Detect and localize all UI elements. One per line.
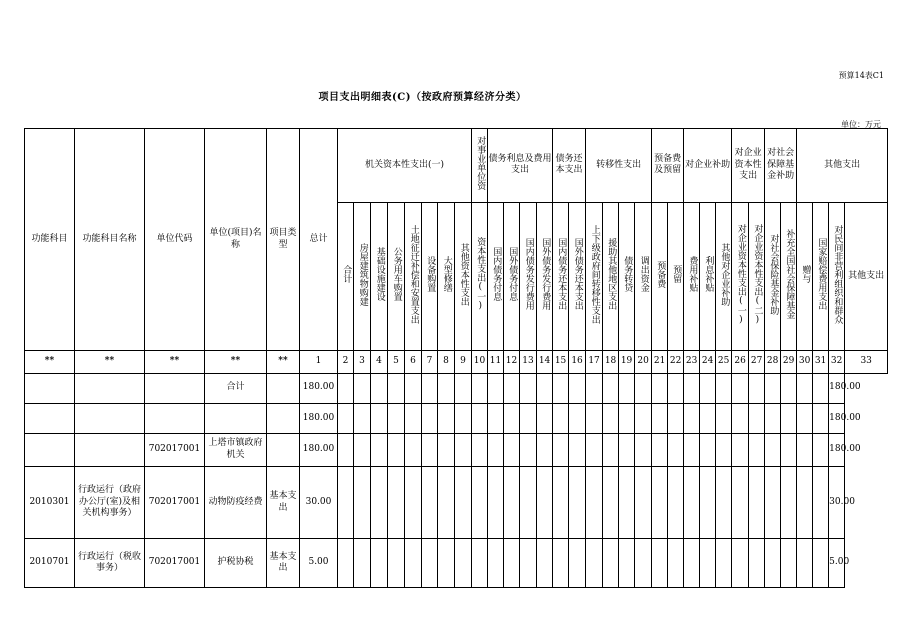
- header-group-shiye: 对事业单位资: [472, 129, 488, 203]
- cell-unit-code: 702017001: [145, 434, 205, 466]
- cell-func-name: [75, 403, 145, 433]
- cell-project-type: [267, 403, 300, 433]
- index-number: 4: [371, 351, 388, 373]
- header-func-code: 功能科目: [25, 129, 75, 351]
- header-col-23: 费用补贴: [684, 202, 700, 351]
- header-col-33: 其他支出: [845, 202, 888, 351]
- index-number: 5: [388, 351, 405, 373]
- header-col-8: 大型修缮: [438, 202, 455, 351]
- header-col-11: 国内债务付息: [488, 202, 504, 351]
- cell-func-code: 2010301: [25, 466, 75, 539]
- cell-project-type: 基本支出: [267, 539, 300, 588]
- index-number: 12: [504, 351, 520, 373]
- index-marker: **: [25, 351, 75, 373]
- cell-unit-name: 合计: [205, 373, 267, 403]
- header-col-10: 资本性支出(一): [472, 202, 488, 351]
- table-row: [25, 539, 888, 588]
- cell-other: 180.00: [829, 403, 845, 433]
- index-number: 7: [422, 351, 438, 373]
- cell-total: 180.00: [300, 373, 338, 403]
- cell-unit-code: 702017001: [145, 466, 205, 539]
- header-group-transfer: 转移性支出: [586, 129, 652, 203]
- index-number: 11: [488, 351, 504, 373]
- index-row: [25, 351, 888, 373]
- header-col-21: 预备费: [652, 202, 668, 351]
- cell-project-type: [267, 434, 300, 466]
- cell-unit-name: [205, 403, 267, 433]
- index-number: 29: [781, 351, 797, 373]
- cell-func-code: 2010701: [25, 539, 75, 588]
- header-col-27: 对企业资本性支出(二): [749, 202, 765, 351]
- index-number: 2: [338, 351, 354, 373]
- header-col-13: 国内债务发行费用: [520, 202, 537, 351]
- header-col-14: 国外债务发行费用: [537, 202, 553, 351]
- header-group-debt-interest: 债务利息及费用支出: [488, 129, 553, 203]
- header-group-other: 其他支出: [797, 129, 888, 203]
- cell-total: 30.00: [300, 466, 338, 539]
- header-group-enterprise-capital: 对企业资本性支出: [732, 129, 765, 203]
- cell-func-code: [25, 403, 75, 433]
- index-number: 10: [472, 351, 488, 373]
- cell-func-name: 行政运行（政府办公厅(室)及相关机构事务）: [75, 466, 145, 539]
- header-col-24: 利息补贴: [700, 202, 716, 351]
- header-col-20: 调出资金: [635, 202, 652, 351]
- header-func-name: 功能科目名称: [75, 129, 145, 351]
- cell-unit-code: 702017001: [145, 539, 205, 588]
- index-number: 25: [716, 351, 732, 373]
- cell-unit-code: [145, 373, 205, 403]
- header-col-16: 国外债务还本支出: [569, 202, 586, 351]
- header-col-30: 赠与: [797, 202, 813, 351]
- cell-other: 5.00: [829, 539, 845, 588]
- index-number: 14: [537, 351, 553, 373]
- cell-func-code: [25, 434, 75, 466]
- cell-func-name: [75, 434, 145, 466]
- index-number: 18: [603, 351, 619, 373]
- page-title: 项目支出明细表(C)（按政府预算经济分类）: [318, 92, 527, 103]
- index-number: 3: [354, 351, 371, 373]
- cell-project-type: 基本支出: [267, 466, 300, 539]
- header-col-15: 国内债务还本支出: [553, 202, 569, 351]
- header-col-26: 对企业资本性支出(一): [732, 202, 749, 351]
- table-row: [25, 466, 888, 539]
- cell-unit-name: 动物防疫经费: [205, 466, 267, 539]
- index-number: 22: [668, 351, 684, 373]
- index-number: 1: [300, 351, 338, 373]
- header-col-29: 补充全国社会保障基金: [781, 202, 797, 351]
- sheet-number: 预算14表C1: [838, 71, 884, 80]
- header-unit-name: 单位(项目)名称: [205, 129, 267, 351]
- header-row-groups: [25, 129, 888, 203]
- index-number: 6: [405, 351, 422, 373]
- index-number: 13: [520, 351, 537, 373]
- header-group-jiguan: 机关资本性支出(一): [338, 129, 472, 203]
- header-group-reserve: 预备费及预留: [652, 129, 684, 203]
- header-col-12: 国外债务付息: [504, 202, 520, 351]
- cell-total: 5.00: [300, 539, 338, 588]
- header-col-9: 其他资本性支出: [455, 202, 472, 351]
- header-col-6: 土地征迁补偿和安置支出: [405, 202, 422, 351]
- header-group-enterprise: 对企业补助: [684, 129, 732, 203]
- index-number: 27: [749, 351, 765, 373]
- index-number: 24: [700, 351, 716, 373]
- index-number: 31: [813, 351, 829, 373]
- index-number: 30: [797, 351, 813, 373]
- table-row: [25, 403, 888, 433]
- index-number: 15: [553, 351, 569, 373]
- expenditure-table: [24, 128, 888, 588]
- cell-unit-name: 上塔市镇政府机关: [205, 434, 267, 466]
- index-number: 21: [652, 351, 668, 373]
- header-col-32: 对民间非营利组织和群众: [829, 202, 845, 351]
- header-unit-code: 单位代码: [145, 129, 205, 351]
- header-col-7: 设备购置: [422, 202, 438, 351]
- table-row: [25, 373, 888, 403]
- cell-other: 30.00: [829, 466, 845, 539]
- header-col-28: 对社会保险基金补助: [765, 202, 781, 351]
- header-group-social: 对社会保障基金补助: [765, 129, 797, 203]
- cell-other: 180.00: [829, 373, 845, 403]
- index-marker: **: [145, 351, 205, 373]
- cell-func-code: [25, 373, 75, 403]
- header-total: 总计: [300, 129, 338, 351]
- cell-func-name: 行政运行（税收事务）: [75, 539, 145, 588]
- header-col-3: 房屋建筑物购建: [354, 202, 371, 351]
- header-col-18: 援助其他地区支出: [603, 202, 619, 351]
- cell-unit-code: [145, 403, 205, 433]
- header-col-31: 国家赔偿费用支出: [813, 202, 829, 351]
- table-row: [25, 434, 888, 466]
- header-col-19: 债务转贷: [619, 202, 635, 351]
- index-number: 26: [732, 351, 749, 373]
- index-marker: **: [205, 351, 267, 373]
- index-number: 19: [619, 351, 635, 373]
- index-number: 33: [845, 351, 888, 373]
- index-number: 16: [569, 351, 586, 373]
- header-project-type: 项目类型: [267, 129, 300, 351]
- index-number: 17: [586, 351, 603, 373]
- cell-unit-name: 护税协税: [205, 539, 267, 588]
- header-col-5: 公务用车购置: [388, 202, 405, 351]
- cell-func-name: [75, 373, 145, 403]
- unit-label: 单位：万元: [841, 120, 881, 129]
- header-col-25: 其他对企业补助: [716, 202, 732, 351]
- header-col-2: 合计: [338, 202, 354, 351]
- header-col-4: 基础设施建设: [371, 202, 388, 351]
- header-col-17: 上下级政府间转移性支出: [586, 202, 603, 351]
- index-number: 9: [455, 351, 472, 373]
- index-number: 8: [438, 351, 455, 373]
- index-number: 23: [684, 351, 700, 373]
- index-marker: **: [75, 351, 145, 373]
- index-number: 32: [829, 351, 845, 373]
- cell-other: 180.00: [829, 434, 845, 466]
- index-number: 20: [635, 351, 652, 373]
- cell-total: 180.00: [300, 403, 338, 433]
- cell-total: 180.00: [300, 434, 338, 466]
- header-col-22: 预留: [668, 202, 684, 351]
- index-marker: **: [267, 351, 300, 373]
- header-group-debt-repay: 债务还本支出: [553, 129, 586, 203]
- index-number: 28: [765, 351, 781, 373]
- cell-project-type: [267, 373, 300, 403]
